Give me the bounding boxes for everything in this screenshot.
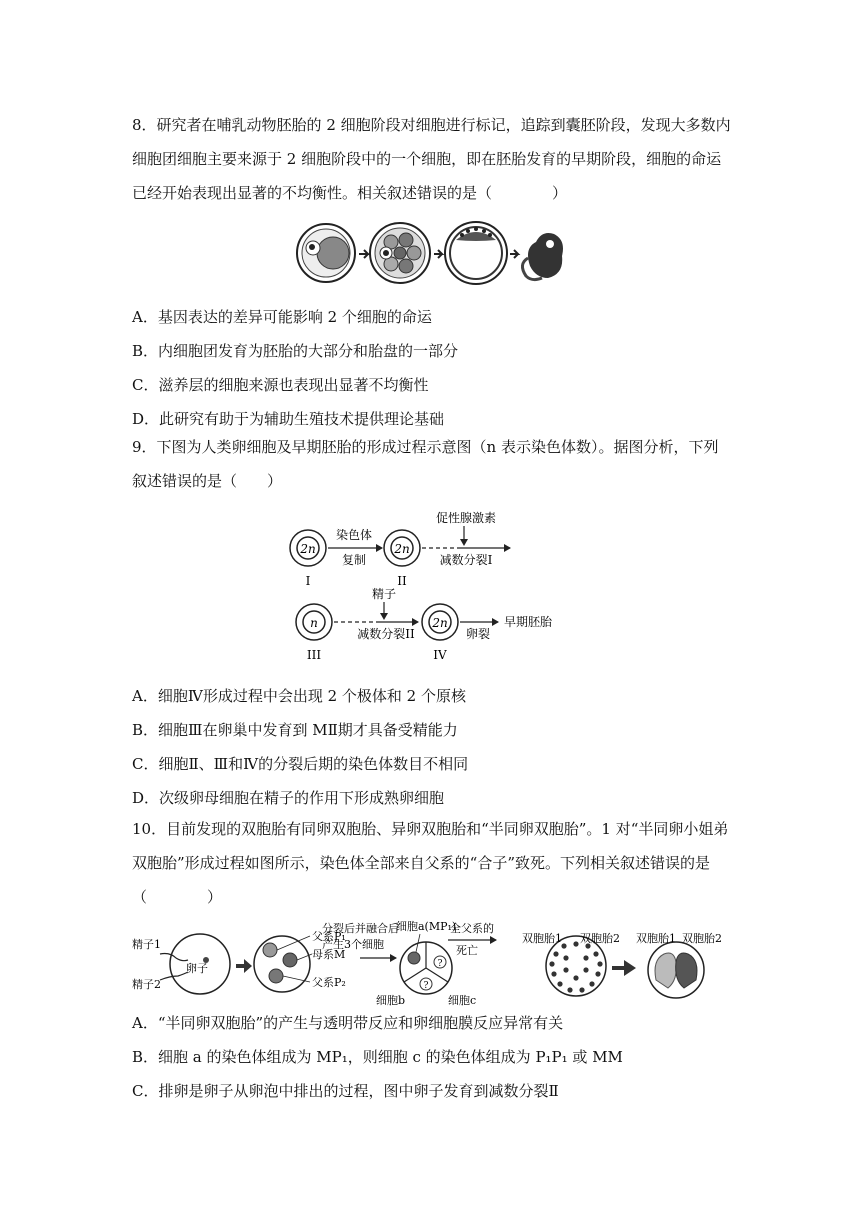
cell-a-label: 细胞a(MP₁) xyxy=(396,920,457,933)
hormone-label: 促性腺激素 xyxy=(435,511,497,525)
q10-option-c[interactable]: C．排卵是卵子从卵泡中排出的过程，图中卵子发育到减数分裂Ⅱ xyxy=(132,1082,559,1100)
q8-option-b[interactable]: B．内细胞团发育为胚胎的大部分和胎盘的一部分 xyxy=(132,342,459,360)
roman-I: I xyxy=(305,574,311,588)
morula xyxy=(370,223,430,283)
q9-option-a[interactable]: A．细胞Ⅳ形成过程中会出现 2 个极体和 2 个原核 xyxy=(132,687,466,705)
egg-label: 卵子 xyxy=(186,962,208,975)
m-label: 母系M xyxy=(312,948,346,961)
cell-II xyxy=(384,530,420,588)
cell-b-label: 细胞b xyxy=(376,994,406,1006)
fetus xyxy=(522,233,563,280)
cell-I-label: 2n xyxy=(300,542,316,556)
q8-option-c[interactable]: C．滋养层的细胞来源也表现出显著不均衡性 xyxy=(132,376,429,394)
q9-option-b[interactable]: B．细胞Ⅲ在卵巢中发育到 MⅡ期才具备受精能力 xyxy=(132,721,458,739)
q10-option-b[interactable]: B．细胞 a 的染色体组成为 MP₁，则细胞 c 的染色体组成为 P₁P₁ 或 MM xyxy=(132,1048,623,1066)
q8-embryo-figure xyxy=(296,218,568,288)
cell-c-question: ? xyxy=(437,959,443,969)
meiosis2-label: 减数分裂II xyxy=(357,627,415,641)
q10-stem: 10．目前发现的双胞胎有同卵双胞胎、异卵双胞胎和“半同卵双胞胎”。1 对“半同卵小姐弟双胞胎”形成过程如图所示，染色体全部来自父系的“合子”致死。下列相关叙述错误的是（ ） xyxy=(132,820,729,906)
early-embryo-label: 早期胚胎 xyxy=(504,615,553,629)
chromosome-label: 染色体 xyxy=(335,528,373,542)
death-line1: 全父系的 xyxy=(450,922,494,935)
q10-twin-figure xyxy=(130,914,730,1006)
roman-III: III xyxy=(306,648,322,662)
q8-option-d[interactable]: D．此研究有助于为辅助生殖技术提供理论基础 xyxy=(132,410,445,428)
meiosis1-label: 减数分裂I xyxy=(439,553,493,567)
two-cell-embryo xyxy=(297,224,355,282)
twin-blastocyst xyxy=(522,932,620,996)
split-line1: 分裂后并融合后 xyxy=(322,922,399,935)
replicate-label: 复制 xyxy=(341,553,367,567)
q9-option-d[interactable]: D．次级卵母细胞在精子的作用下形成熟卵细胞 xyxy=(132,789,445,807)
sperm2-label: 精子2 xyxy=(132,978,161,991)
sperm-label: 精子 xyxy=(371,587,397,601)
cell-I xyxy=(290,530,326,588)
p2-label: 父系P₂ xyxy=(312,976,346,989)
q9-option-c[interactable]: C．细胞Ⅱ、Ⅲ和Ⅳ的分裂后期的染色体数目不相同 xyxy=(132,755,469,773)
blastocyst xyxy=(445,222,507,284)
death-line2: 死亡 xyxy=(456,944,478,957)
twin1b-label: 双胞胎1 xyxy=(636,932,676,945)
roman-II: II xyxy=(397,574,407,588)
q8-stem: 8．研究者在哺乳动物胚胎的 2 细胞阶段对细胞进行标记，追踪到囊胚阶段，发现大多数内细胞团细胞主要来源于 2 细胞阶段中的一个细胞，即在胚胎发育的早期阶段，细胞的命运已经开始表现出显著的不均衡性。相关叙述错误的是（ ） xyxy=(132,116,731,202)
q9-stem: 9．下图为人类卵细胞及早期胚胎的形成过程示意图（n 表示染色体数）。据图分析，下列叙述错误的是（ ） xyxy=(132,438,719,490)
twin2b-label: 双胞胎2 xyxy=(682,932,722,945)
twin-fetuses xyxy=(636,932,722,998)
q10-option-a[interactable]: A．“半同卵双胞胎”的产生与透明带反应和卵细胞膜反应异常有关 xyxy=(132,1014,564,1032)
cell-c-label: 细胞c xyxy=(448,994,477,1006)
cell-b-question: ? xyxy=(423,981,429,991)
split-line2: 产生3个细胞 xyxy=(322,938,384,951)
egg-with-sperms xyxy=(132,934,230,994)
q9-oogenesis-figure xyxy=(284,508,574,666)
cell-IV-label: 2n xyxy=(432,616,448,630)
cell-III-label: n xyxy=(310,616,318,630)
cell-III xyxy=(296,604,332,662)
cell-II-label: 2n xyxy=(394,542,410,556)
cleavage-label: 卵裂 xyxy=(465,627,491,641)
p1-label: 父系P₁ xyxy=(312,930,346,943)
q8-option-a[interactable]: A．基因表达的差异可能影响 2 个细胞的命运 xyxy=(132,308,432,326)
sperm1-label: 精子1 xyxy=(132,938,161,951)
twin2-label: 双胞胎2 xyxy=(580,932,620,945)
twin1-label: 双胞胎1 xyxy=(522,932,562,945)
roman-IV: IV xyxy=(433,648,447,662)
cell-IV xyxy=(422,604,458,662)
